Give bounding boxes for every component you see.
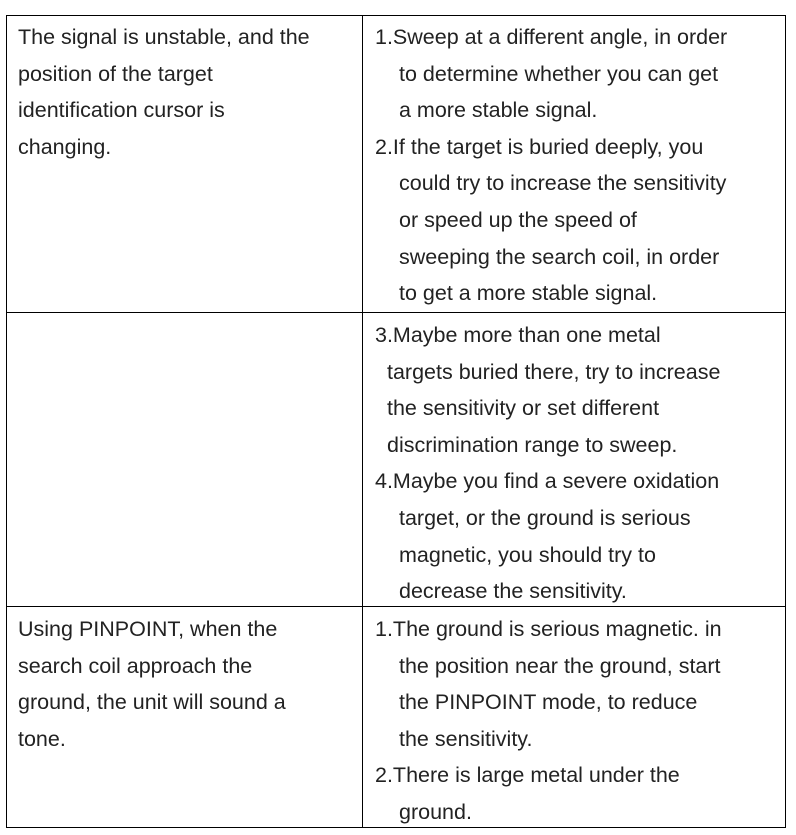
solution-item xyxy=(375,611,779,757)
solution-line: could try to increase the sensitivity xyxy=(399,171,727,196)
solution-cell xyxy=(363,313,785,606)
solution-line: target, or the ground is serious xyxy=(399,505,691,530)
solution-item xyxy=(375,129,779,312)
solution-cell xyxy=(363,607,785,827)
solution-line: ground. xyxy=(399,799,472,824)
problem-line: Using PINPOINT, when the xyxy=(18,617,278,641)
table-row xyxy=(7,313,785,607)
solution-line: magnetic, you should try to xyxy=(399,542,656,567)
solution-line: 1.The ground is serious magnetic. in xyxy=(375,617,722,641)
solution-cell xyxy=(363,16,785,312)
solution-line: the PINPOINT mode, to reduce xyxy=(399,690,698,715)
solution-line: the sensitivity. xyxy=(399,726,533,751)
solution-item xyxy=(375,463,779,609)
problem-cell xyxy=(7,313,363,606)
solution-line: to get a more stable signal. xyxy=(399,281,658,306)
problem-line: ground, the unit will sound a xyxy=(18,690,286,715)
table-row xyxy=(7,16,785,313)
solution-line: 1.Sweep at a different angle, in order xyxy=(375,25,728,49)
solution-item xyxy=(375,317,779,463)
problem-line: position of the target xyxy=(18,61,213,86)
solution-line: decrease the sensitivity. xyxy=(399,579,627,604)
solution-line: a more stable signal. xyxy=(399,98,598,123)
solution-line: sweeping the search coil, in order xyxy=(399,244,720,269)
problem-cell xyxy=(7,607,363,827)
problem-line: search coil approach the xyxy=(18,653,253,678)
problem-cell xyxy=(7,16,363,312)
problem-line: tone. xyxy=(18,726,66,751)
solution-line: discrimination range to sweep. xyxy=(387,432,678,457)
solution-line: 2.If the target is buried deeply, you xyxy=(375,134,704,159)
problem-line: identification cursor is xyxy=(18,98,225,123)
solution-line: 3.Maybe more than one metal xyxy=(375,323,661,347)
problem-line: changing. xyxy=(18,134,112,159)
solution-item xyxy=(375,757,779,830)
table-row xyxy=(7,607,785,827)
solution-item xyxy=(375,19,779,129)
solution-line: targets buried there, try to increase xyxy=(387,359,721,384)
solution-line: or speed up the speed of xyxy=(399,207,637,232)
solution-line: to determine whether you can get xyxy=(399,61,719,86)
troubleshooting-table xyxy=(6,15,786,828)
solution-line: the position near the ground, start xyxy=(399,653,721,678)
solution-line: 2.There is large metal under the xyxy=(375,763,680,788)
problem-line: The signal is unstable, and the xyxy=(18,25,310,49)
solution-line: the sensitivity or set different xyxy=(387,396,660,421)
solution-line: 4.Maybe you find a severe oxidation xyxy=(375,469,720,494)
